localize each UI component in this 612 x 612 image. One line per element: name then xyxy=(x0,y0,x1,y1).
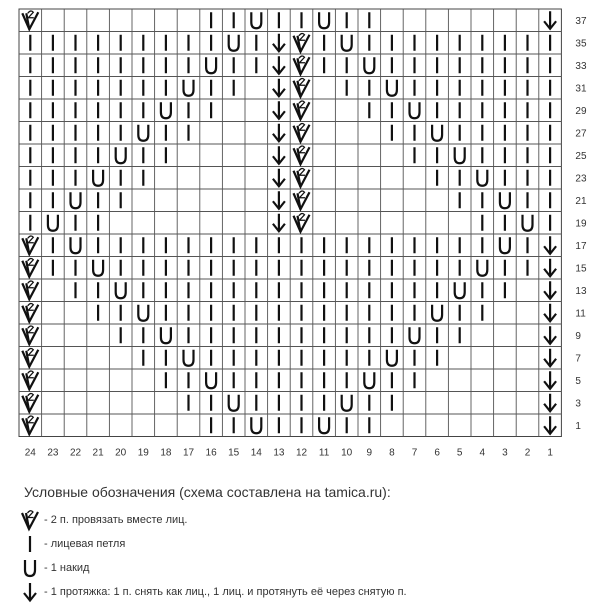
column-label: 8 xyxy=(389,447,395,459)
legend-label: - лицевая петля xyxy=(44,538,126,550)
row-label: 7 xyxy=(575,353,581,365)
column-label: 2 xyxy=(524,447,531,459)
row-label: 11 xyxy=(575,308,586,320)
row-label: 21 xyxy=(575,195,587,207)
column-label: 6 xyxy=(434,447,440,459)
legend-label: - 2 п. провязать вместе лиц. xyxy=(44,514,188,526)
column-label: 19 xyxy=(137,447,149,459)
column-number-labels xyxy=(25,448,554,459)
column-label: 9 xyxy=(366,447,373,459)
column-label: 16 xyxy=(205,447,217,459)
column-label: 22 xyxy=(69,447,82,459)
row-label: 27 xyxy=(575,128,587,140)
row-label: 25 xyxy=(575,150,587,162)
chart-grid xyxy=(19,9,561,437)
row-label: 29 xyxy=(575,105,587,117)
legend-label: - 1 протяжка: 1 п. снять как лиц., 1 лиц. и протянуть её через снятую п. xyxy=(44,586,407,598)
row-label: 37 xyxy=(575,15,587,27)
row-label: 19 xyxy=(575,218,587,230)
legend-item-k2tog xyxy=(18,508,608,532)
column-label: 14 xyxy=(250,447,262,459)
row-label: 13 xyxy=(575,285,587,297)
row-label: 15 xyxy=(575,263,587,275)
legend-item-skpo xyxy=(18,580,608,604)
legend xyxy=(18,484,608,604)
knit-stitch-icon xyxy=(18,532,42,556)
column-label: 4 xyxy=(479,447,486,459)
legend-item-yarn-over xyxy=(18,556,608,580)
row-label: 31 xyxy=(575,83,587,95)
column-label: 24 xyxy=(24,447,36,459)
column-label: 3 xyxy=(502,447,508,459)
column-label: 18 xyxy=(160,447,172,459)
skpo-icon xyxy=(18,580,42,604)
column-label: 17 xyxy=(182,447,195,459)
row-label: 1 xyxy=(575,420,581,432)
column-label: 7 xyxy=(411,447,418,459)
column-label: 21 xyxy=(92,447,104,459)
row-label: 5 xyxy=(575,375,581,387)
legend-title: Условные обозначения (схема составлена на tamica.ru): xyxy=(24,484,391,500)
k2tog-icon xyxy=(18,508,42,532)
column-label: 11 xyxy=(318,447,330,459)
row-label: 9 xyxy=(575,330,581,342)
column-label: 10 xyxy=(341,447,353,459)
row-label: 23 xyxy=(575,173,587,185)
row-label: 33 xyxy=(575,60,587,72)
column-label: 12 xyxy=(295,447,308,459)
row-label: 17 xyxy=(575,240,587,252)
column-label: 5 xyxy=(456,447,463,459)
column-label: 23 xyxy=(47,447,59,459)
column-label: 15 xyxy=(228,447,240,459)
column-label: 13 xyxy=(273,447,285,459)
legend-label: - 1 накид xyxy=(44,562,90,574)
row-label: 35 xyxy=(575,38,587,50)
yarn-over-icon xyxy=(18,556,42,580)
column-label: 1 xyxy=(547,447,553,459)
row-label: 3 xyxy=(575,398,581,410)
row-number-labels xyxy=(575,16,587,432)
column-label: 20 xyxy=(115,447,127,459)
legend-item-knit xyxy=(18,532,608,556)
